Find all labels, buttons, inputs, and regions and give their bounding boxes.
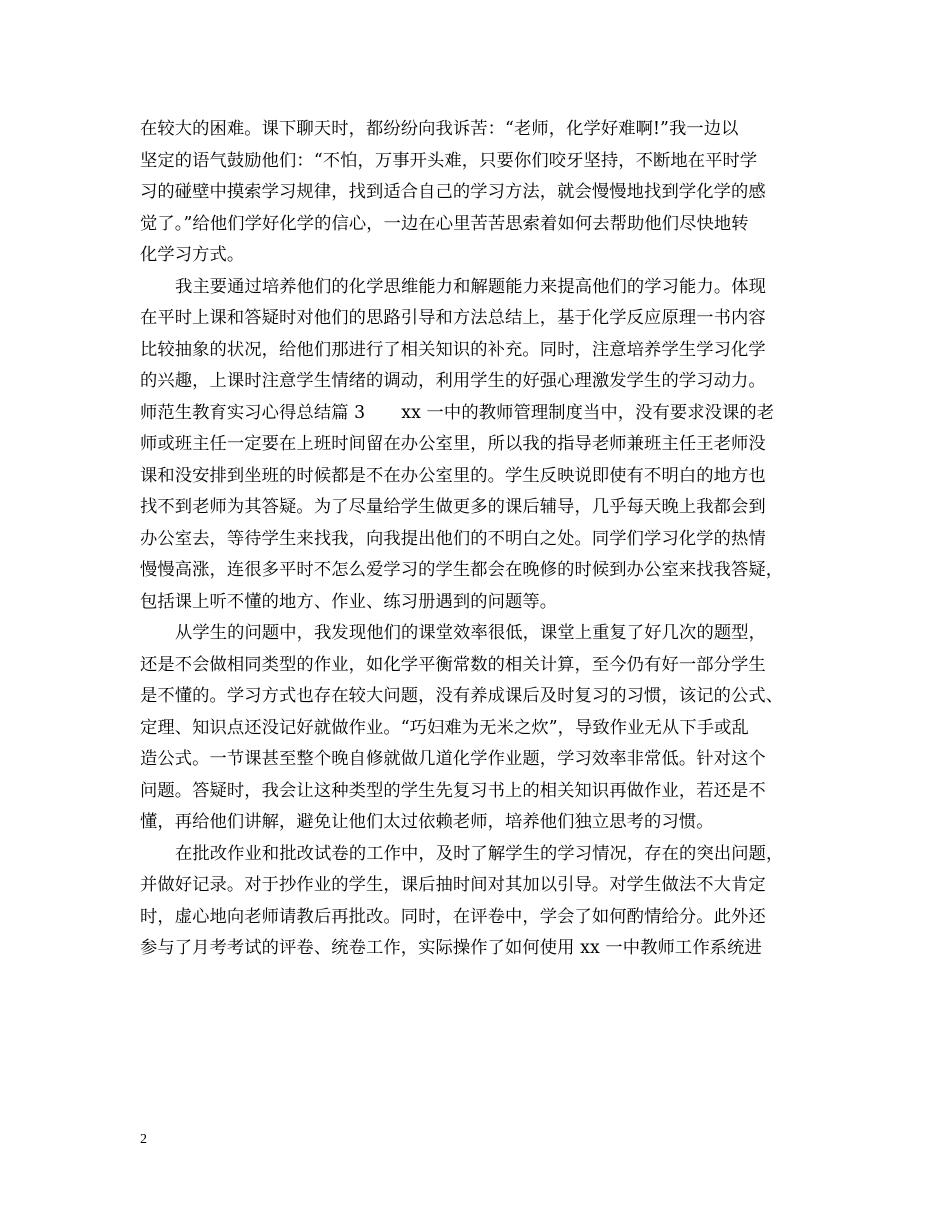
text-line: 课和没安排到坐班的时候都是不在办公室里的。学生反映说即使有不明白的地方也 (140, 465, 766, 486)
document-body (140, 114, 830, 965)
text-line: 造公式。一节课甚至整个晚自修就做几道化学作业题，学习效率非常低。针对这个 (140, 749, 766, 769)
text-line: 从学生的问题中，我发现他们的课堂效率很低，课堂上重复了好几次的题型， (175, 623, 766, 643)
text-line: 在平时上课和答疑时对他们的思路引导和方法总结上，基于化学反应原理一书内容 (140, 308, 766, 328)
text-line: 参与了月考考试的评卷、统卷工作，实际操作了如何使用 xx 一中教师工作系统进 (140, 938, 762, 958)
text-line: 是不懂的。学习方式也存在较大问题，没有养成课后及时复习的习惯，该记的公式、 (140, 686, 784, 706)
text-line (140, 398, 830, 430)
text-line: 比较抽象的状况，给他们那进行了相关知识的补充。同时，注意培养学生学习化学 (140, 339, 766, 360)
text-line: 问题。答疑时，我会让这种类型的学生先复习书上的相关知识再做作业，若还是不 (140, 780, 766, 801)
section-heading: 师范生教育实习心得总结篇 3 (140, 402, 366, 423)
text-line: 在批改作业和批改试卷的工作中，及时了解学生的学习情况，存在的突出问题， (175, 843, 784, 864)
text-line: 找不到老师为其答疑。为了尽量给学生做更多的课后辅导，几乎每天晚上我都会到 (140, 497, 766, 517)
text-span: xx 一中的教师管理制度当中，没有要求没课的老 (401, 402, 775, 423)
text-line: 化学习方式。 (140, 245, 245, 265)
text-line: 还是不会做相同类型的作业，如化学平衡常数的相关计算，至今仍有好一部分学生 (140, 654, 766, 675)
text-line: 坚定的语气鼓励他们：“不怕，万事开头难，只要你们咬牙坚持，不断地在平时学 (140, 150, 758, 171)
text-line: 并做好记录。对于抄作业的学生，课后抽时间对其加以引导。对学生做法不大肯定 (140, 875, 766, 895)
text-line: 在较大的困难。课下聊天时，都纷纷向我诉苦：“老师，化学好难啊!”我一边以 (140, 119, 739, 139)
text-line: 师或班主任一定要在上班时间留在办公室里，所以我的指导老师兼班主任王老师没 (140, 434, 766, 454)
text-line: 办公室去，等待学生来找我，向我提出他们的不明白之处。同学们学习化学的热情 (140, 528, 766, 549)
text-line: 习的碰壁中摸索学习规律，找到适合自己的学习方法，就会慢慢地找到学化学的感 (140, 182, 766, 202)
text-line: 懂，再给他们讲解，避免让他们太过依赖老师，培养他们独立思考的习惯。 (140, 812, 714, 832)
text-line: 定理、知识点还没记好就做作业。“巧妇难为无米之炊”，导致作业无从下手或乱 (140, 717, 749, 738)
text-line: 慢慢高涨，连很多平时不怎么爱学习的学生都会在晚修的时候到办公室来找我答疑， (140, 560, 784, 580)
text-line: 我主要通过培养他们的化学思维能力和解题能力来提高他们的学习能力。体现 (175, 276, 766, 297)
text-line: 时，虚心地向老师请教后再批改。同时，在评卷中，学会了如何酌情给分。此外还 (140, 906, 766, 927)
page-number: 2 (140, 1132, 147, 1147)
text-line: 包括课上听不懂的地方、作业、练习册遇到的问题等。 (140, 591, 558, 612)
text-line: 觉了。”给他们学好化学的信心，一边在心里苦苦思索着如何去帮助他们尽快地转 (140, 213, 749, 234)
text-line: 的兴趣，上课时注意学生情绪的调动，利用学生的好强心理激发学生的学习动力。 (140, 371, 766, 391)
